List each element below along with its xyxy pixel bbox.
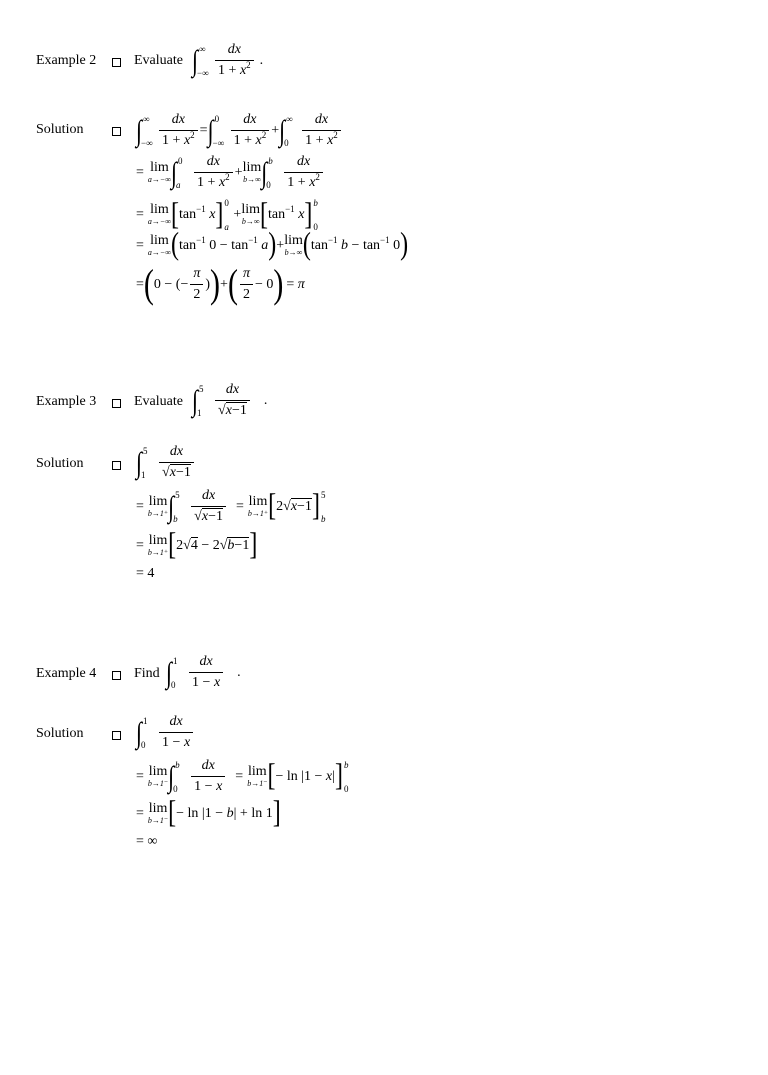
ex4-num: dx xyxy=(189,654,223,673)
ex3-solution-line-3: = lim b→1⁺ [ 2√4 − 2√b−1 ] xyxy=(136,527,258,562)
ex2-solution-line-2: = lim a→−∞ ∫ 0 a $\frac{dx}{1 + x^2}$ + lim b→∞ ∫ b 0 $\frac{dx}{1 + x^2}$ xyxy=(136,154,325,191)
ex3-upper: 5 xyxy=(199,383,204,394)
ex2-num: dx xyxy=(215,42,254,61)
example-2-solution-label: Solution xyxy=(36,122,84,137)
ex2-end: . xyxy=(259,52,264,68)
checkbox-square-icon xyxy=(112,671,121,680)
example-3-label: Example 3 xyxy=(36,394,97,409)
ex3-lower: 1 xyxy=(197,407,202,418)
checkbox-square-icon xyxy=(112,399,121,408)
example-4-label: Example 4 xyxy=(36,666,97,681)
ex2-upper: ∞ xyxy=(199,43,206,54)
ex3-den: √x−1 xyxy=(218,403,247,418)
checkbox-square-icon xyxy=(112,127,121,136)
ex3-num: dx xyxy=(215,382,250,401)
ex3-solution-line-1: ∫ 5 1 $\frac{dx}{√x-1}$ xyxy=(136,444,196,481)
ex4-end: . xyxy=(237,664,241,680)
checkbox-square-icon xyxy=(112,58,121,67)
example-3-verb: Evaluate xyxy=(134,394,183,409)
ex2-solution-line-4: = lim a→−∞ ( $\tan^{-1} 0 - \tan^{-1} a$ ) + lim b→∞ ( $\tan^{-1} b - \tan^{-1} 0$ ) xyxy=(136,227,409,262)
checkbox-square-icon xyxy=(112,461,121,470)
ex2-solution-line-5: = ( 0 − (− $\frac{\pi}{2}$ ) ) + ( $\frac{\pi}{2}$ − 0 ) = π xyxy=(136,261,305,307)
example-2-integral: ∫ ∞ −∞ $\frac{dx}{1 + x^2}$ . xyxy=(192,42,264,78)
ex4-solution-line-3: = lim b→1⁻ [ − ln |1 − b| + ln 1 ] xyxy=(136,795,281,830)
checkbox-square-icon xyxy=(112,731,121,740)
ex4-lower: 0 xyxy=(171,679,176,690)
ex4-solution-line-1: ∫ 1 0 $\frac{dx}{1 - x}$ xyxy=(136,714,195,751)
ex2-lower: −∞ xyxy=(197,67,209,78)
example-3-solution-label: Solution xyxy=(36,456,84,471)
ex4-solution-final: = ∞ xyxy=(136,834,158,849)
example-4-verb: Find xyxy=(134,666,160,681)
ex4-upper: 1 xyxy=(173,655,178,666)
ex2-solution-line-3: = lim a→−∞ [ $\tan^{-1} x$ ] 0 a + lim b→∞ [ $\tan^{-1} x$ ] b 0 xyxy=(136,197,318,232)
ex4-solution-line-2: = lim b→1⁻ ∫ b 0 $\frac{dx}{1 - x}$ = lim b→1⁻ [ − ln |1 − x| ] b 0 xyxy=(136,758,349,794)
ex2-solution-line-1: ∫ ∞ −∞ $\frac{dx}{1 + x^2}$ = ∫ 0 −∞ $\frac{dx}{1 + x^2}$ + ∫ ∞ 0 $\frac{dx}{1 + x^2}$ xyxy=(136,112,343,149)
example-3-integral: ∫ 5 1 $\frac{dx}{√x-1}$ . xyxy=(192,382,268,418)
ex3-solution-line-2: = lim b→1⁺ ∫ 5 b $\frac{dx}{√x-1}$ = lim b→1⁺ [ 2√x−1 ] 5 b xyxy=(136,488,326,524)
example-4-solution-label: Solution xyxy=(36,726,84,741)
ex3-solution-final: = 4 xyxy=(136,566,155,581)
example-4-integral: ∫ 1 0 $\frac{dx}{1 - x}$ . xyxy=(166,654,241,690)
ex3-end: . xyxy=(263,392,268,408)
ex4-den: 1 − x xyxy=(192,675,221,690)
example-2-label: Example 2 xyxy=(36,53,97,68)
ex2-den: $1 + x^2$ xyxy=(218,60,251,78)
example-2-verb: Evaluate xyxy=(134,53,183,68)
